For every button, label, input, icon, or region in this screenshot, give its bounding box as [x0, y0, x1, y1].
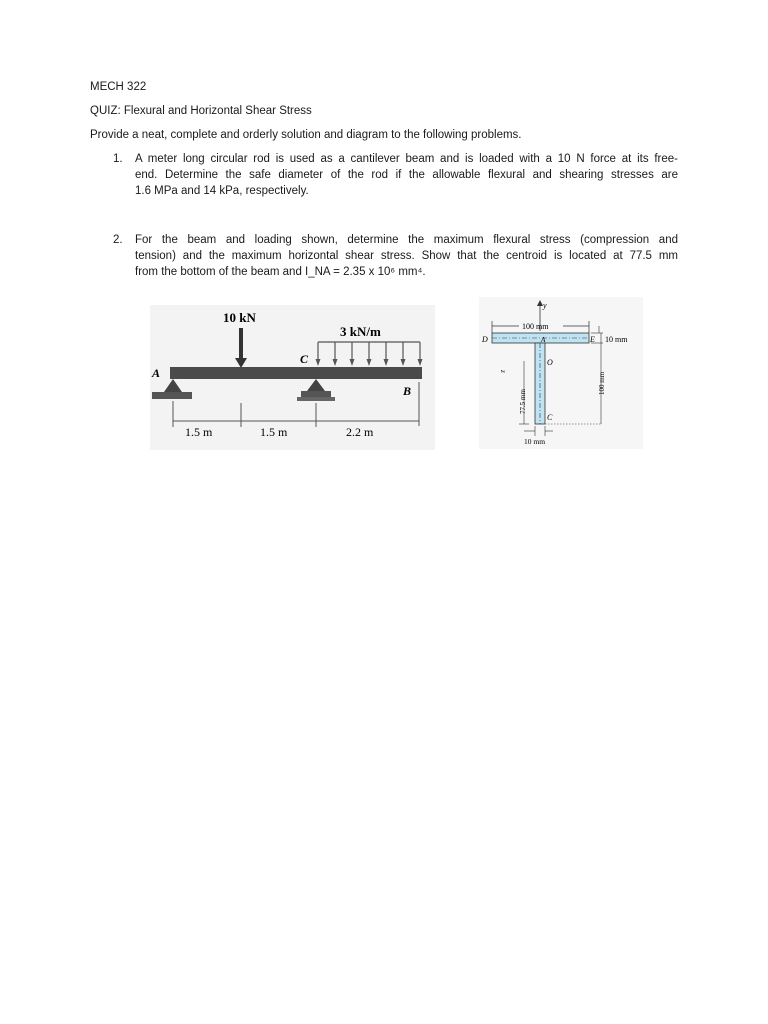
web-thickness-label: 10 mm [524, 437, 546, 446]
support-a-label: A [152, 366, 161, 380]
point-a-label: A [541, 336, 546, 344]
point-c-label: C [547, 413, 553, 422]
flange-width-label: 100 mm [522, 322, 549, 331]
z-axis-label: z [499, 370, 507, 373]
support-a-ground [152, 392, 192, 399]
problem-line: end. Determine the safe diameter of the rod if the allowable flexural and shearing stresses are [135, 169, 678, 181]
point-o-label: O [547, 358, 553, 367]
problem-text [135, 151, 678, 199]
flange-thickness-label: 10 mm [605, 335, 628, 344]
dimension-label: 1.5 m [185, 425, 213, 439]
course-code: MECH 322 [90, 81, 147, 93]
point-d-label: D [482, 335, 488, 344]
point-b-label: B [403, 384, 412, 398]
problem-line: For the beam and loading shown, determine the maximum flexural stress (compression and [135, 234, 678, 246]
problem-line: from the bottom of the beam and I_NA = 2.35 x 10⁶ mm⁴. [135, 266, 426, 278]
t-section-diagram [479, 297, 643, 449]
problem-line: A meter long circular rod is used as a cantilever beam and is loaded with a 10 N force at its free- [135, 153, 678, 165]
problem-number: 2. [113, 234, 123, 246]
distributed-load-label: 3 kN/m [340, 324, 381, 339]
point-load-label: 10 kN [223, 310, 256, 325]
point-e-label: E [590, 335, 595, 344]
beam [170, 367, 422, 379]
figure-background [479, 297, 643, 449]
dimension-label: 2.2 m [346, 425, 374, 439]
y-axis-label: y [543, 301, 547, 310]
support-c-rollers [301, 391, 331, 397]
problem-text [135, 232, 678, 280]
instructions: Provide a neat, complete and orderly solution and diagram to the following problems. [90, 129, 522, 141]
web-height-label: 100 mm [598, 371, 606, 395]
point-c-label: C [300, 352, 309, 366]
beam-loading-diagram [150, 305, 435, 450]
problem-line: tension) and the maximum horizontal shear stress. Show that the centroid is located at 77.5 mm [135, 250, 678, 262]
problem-line: 1.6 MPa and 14 kPa, respectively. [135, 185, 309, 197]
problem-number: 1. [113, 153, 123, 165]
quiz-title: QUIZ: Flexural and Horizontal Shear Stress [90, 105, 312, 117]
dimension-label: 1.5 m [260, 425, 288, 439]
centroid-height-label: 77.5 mm [519, 389, 527, 414]
support-c-ground [297, 397, 335, 401]
